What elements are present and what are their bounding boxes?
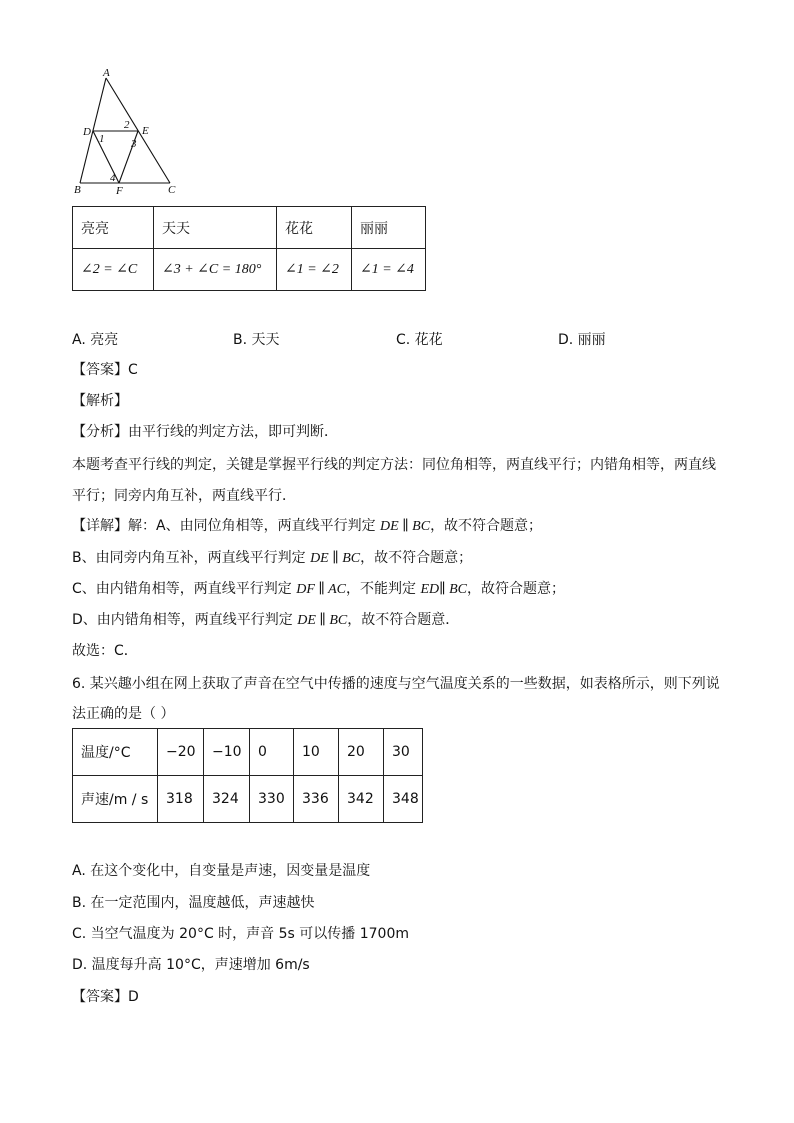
triangle-figure — [72, 66, 187, 196]
analysis-fenxi — [72, 422, 338, 442]
answer-value: C — [128, 362, 138, 378]
q6-data-table — [72, 728, 423, 823]
speed-cell: 348 — [384, 776, 423, 823]
label-f: F — [116, 185, 123, 196]
detail-d — [72, 610, 459, 631]
value-lili: ∠1 = ∠4 — [352, 249, 426, 291]
people-table — [72, 206, 426, 291]
value-tiantian: ∠3 + ∠C = 180° — [154, 249, 277, 291]
header-liangliang: 亮亮 — [73, 207, 154, 249]
q6-option-d: D. 温度每升高 10°C，声速增加 6m/s — [72, 957, 310, 973]
q6-option-a: A. 在这个变化中，自变量是声速，因变量是温度 — [72, 863, 371, 879]
detail-d-post: ，故不符合题意． — [347, 612, 460, 628]
label-b: B — [74, 184, 81, 196]
temp-cell: −10 — [204, 729, 250, 776]
detail-d-pre: D、由内错角相等，两直线平行判定 — [72, 612, 293, 628]
speed-cell: 342 — [339, 776, 384, 823]
label-angle-1: 1 — [99, 133, 105, 145]
speed-cell: 324 — [204, 776, 250, 823]
analysis-summary-line1: 本题考查平行线的判定，关键是掌握平行线的判定方法：同位角相等，两直线平行；内错角相等，两直线 — [72, 457, 716, 473]
q6-stem-line2: 法正确的是（ ） — [72, 706, 175, 722]
header-huahua: 花花 — [277, 207, 352, 249]
q6-option-b: B. 在一定范围内，温度越低，声速越快 — [72, 895, 315, 911]
temp-cell: 10 — [294, 729, 339, 776]
header-tiantian: 天天 — [154, 207, 277, 249]
fenxi-text: 由平行线的判定方法，即可判断． — [128, 424, 338, 440]
label-angle-2: 2 — [124, 119, 130, 131]
detail-a-math: DE ∥ BC — [380, 519, 431, 534]
detail-c-math2: ED∥ BC — [420, 582, 467, 597]
label-e: E — [142, 125, 149, 137]
detail-c-pre: C、由内错角相等，两直线平行判定 — [72, 581, 292, 597]
answer-value: D — [128, 989, 139, 1005]
detail-a — [72, 516, 542, 537]
value-huahua: ∠1 = ∠2 — [277, 249, 352, 291]
q5-option-a: A. 亮亮 — [72, 332, 119, 348]
answer-tag: 【答案】 — [72, 362, 128, 378]
detail-c-mid: ，不能判定 — [346, 581, 416, 597]
q6-answer — [72, 987, 139, 1007]
q5-option-b: B. 天天 — [233, 332, 280, 348]
q6-stem-line1: 6. 某兴趣小组在网上获取了声音在空气中传播的速度与空气温度关系的一些数据，如表格所示，则下列说 — [72, 676, 720, 692]
label-a: A — [103, 67, 110, 79]
detail-b — [72, 548, 472, 569]
detail-b-math: DE ∥ BC — [310, 551, 361, 566]
detail-c-post: ，故符合题意； — [466, 581, 565, 597]
temp-cell: −20 — [158, 729, 204, 776]
q5-option-d: D. 丽丽 — [558, 332, 606, 348]
temp-cell: 0 — [250, 729, 294, 776]
label-angle-3: 3 — [131, 138, 137, 150]
analysis-summary-line2: 平行；同旁内角互补，两直线平行． — [72, 488, 296, 504]
detail-c-math1: DF ∥ AC — [296, 582, 346, 597]
detail-a-pre: 解：A、由同位角相等，两直线平行判定 — [128, 518, 376, 534]
detail-b-post: ，故不符合题意； — [360, 550, 473, 566]
q6-option-c: C. 当空气温度为 20°C 时，声音 5s 可以传播 1700m — [72, 926, 409, 942]
analysis-tag: 【解析】 — [72, 393, 128, 409]
detail-b-pre: B、由同旁内角互补，两直线平行判定 — [72, 550, 306, 566]
row-label-speed: 声速/m / s — [73, 776, 158, 823]
temp-cell: 30 — [384, 729, 423, 776]
speed-cell: 318 — [158, 776, 204, 823]
header-lili: 丽丽 — [352, 207, 426, 249]
temp-cell: 20 — [339, 729, 384, 776]
q5-option-c: C. 花花 — [396, 332, 443, 348]
detail-a-post: ，故不符合题意； — [430, 518, 543, 534]
detail-d-math: DE ∥ BC — [297, 613, 348, 628]
speed-cell: 330 — [250, 776, 294, 823]
value-liangliang: ∠2 = ∠C — [73, 249, 154, 291]
answer-tag: 【答案】 — [72, 989, 128, 1005]
fenxi-tag: 【分析】 — [72, 424, 128, 440]
speed-cell: 336 — [294, 776, 339, 823]
detail-tag: 【详解】 — [72, 518, 128, 534]
q5-answer — [72, 360, 138, 380]
row-label-temperature: 温度/°C — [73, 729, 158, 776]
label-angle-4: 4 — [110, 172, 116, 184]
detail-choice: 故选：C． — [72, 643, 138, 659]
label-d: D — [83, 126, 91, 138]
label-c: C — [168, 184, 176, 196]
detail-c — [72, 579, 565, 600]
